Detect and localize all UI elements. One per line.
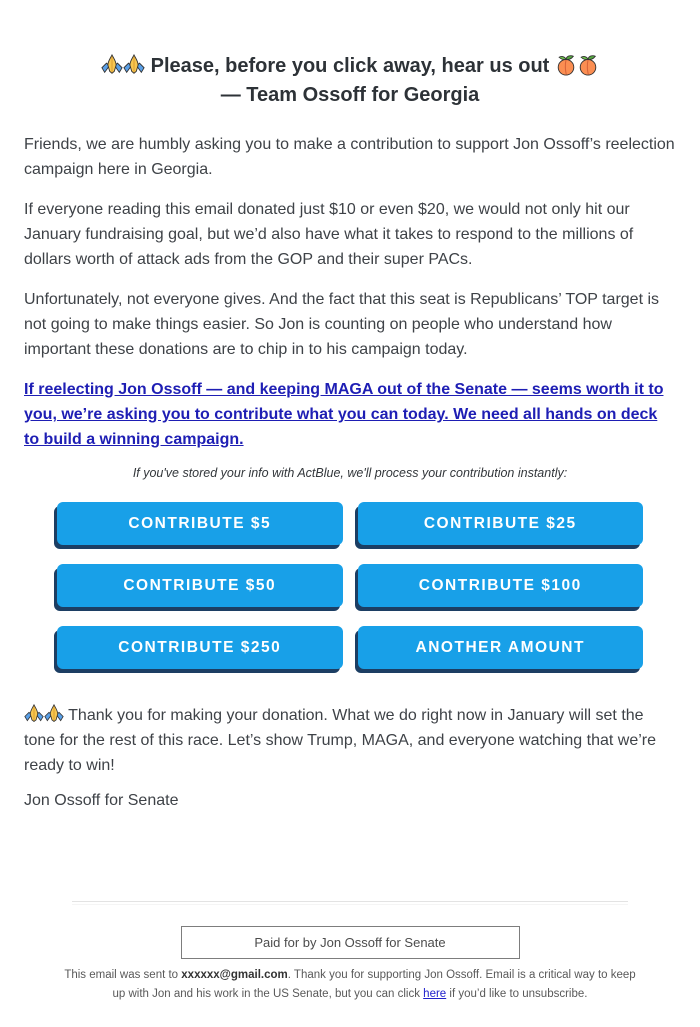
contribute-link[interactable]: If reelecting Jon Ossoff — and keeping MAGA out of the Senate — seems worth it to you, we’re asking you to contribute what you can today. We need all hands on deck to build a winning campaign. [24,381,664,448]
divider [72,901,628,905]
paid-for-disclaimer [181,926,520,959]
contribute-5-button[interactable]: CONTRIBUTE $5 [57,502,343,545]
folded-hands-icon [24,704,44,724]
contribute-25-button[interactable]: CONTRIBUTE $25 [358,502,644,545]
paragraph-target: Unfortunately, not everyone gives. And the fact that this seat is Republicans’ TOP target is not going to make things easier. So Jon is counting on people who understand how important these donations are to chip in to his campaign today. [24,291,660,358]
contribute-link-paragraph [24,377,676,452]
heading-line2: — Team Ossoff for Georgia [220,84,480,106]
footer-fine-print [64,966,636,1003]
paragraph-goal: If everyone reading this email donated just $10 or even $20, we would not only hit our January fundraising goal, but we’d also have what it takes to respond to the millions of dollars worth of attack ads from the GOP and their super PACs. [24,201,634,268]
another-amount-button[interactable]: ANOTHER AMOUNT [358,626,644,669]
contribute-buttons-grid [57,502,643,669]
actblue-note: If you've stored your info with ActBlue, we'll process your contribution instantly: [132,466,568,480]
paragraph-intro: Friends, we are humbly asking you to make a contribution to support Jon Ossoff’s reelection campaign here in Georgia. [24,136,675,178]
folded-hands-icon [44,704,64,724]
sent-suffix: if you’d like to unsubscribe. [446,987,588,1000]
paragraph-thanks [24,703,676,778]
recipient-email: xxxxxx@gmail.com [181,969,288,981]
contribute-100-button[interactable]: CONTRIBUTE $100 [358,564,644,607]
peach-icon [577,54,599,76]
paid-for-text: Paid for by Jon Ossoff for Senate [254,935,446,950]
thanks-text: Thank you for making your donation. What we do right now in January will set the tone for the rest of this race. Let’s show Trump, MAGA, and everyone watching that we’re ready to win! [24,707,657,774]
folded-hands-icon [123,54,145,76]
contribute-50-button[interactable]: CONTRIBUTE $50 [57,564,343,607]
unsubscribe-link[interactable]: here [423,987,447,1000]
heading-line1: Please, before you click away, hear us out [150,55,550,77]
contribute-250-button[interactable]: CONTRIBUTE $250 [57,626,343,669]
email-subject-heading [42,52,658,110]
folded-hands-icon [101,54,123,76]
signoff: Jon Ossoff for Senate [24,792,179,809]
sent-middle: . Thank you for supporting Jon Ossoff. Email is a critical way to keep up with Jon and his work in the US Senate, but you can click [112,969,636,1000]
sent-prefix: This email was sent to [64,969,182,981]
peach-icon [555,54,577,76]
